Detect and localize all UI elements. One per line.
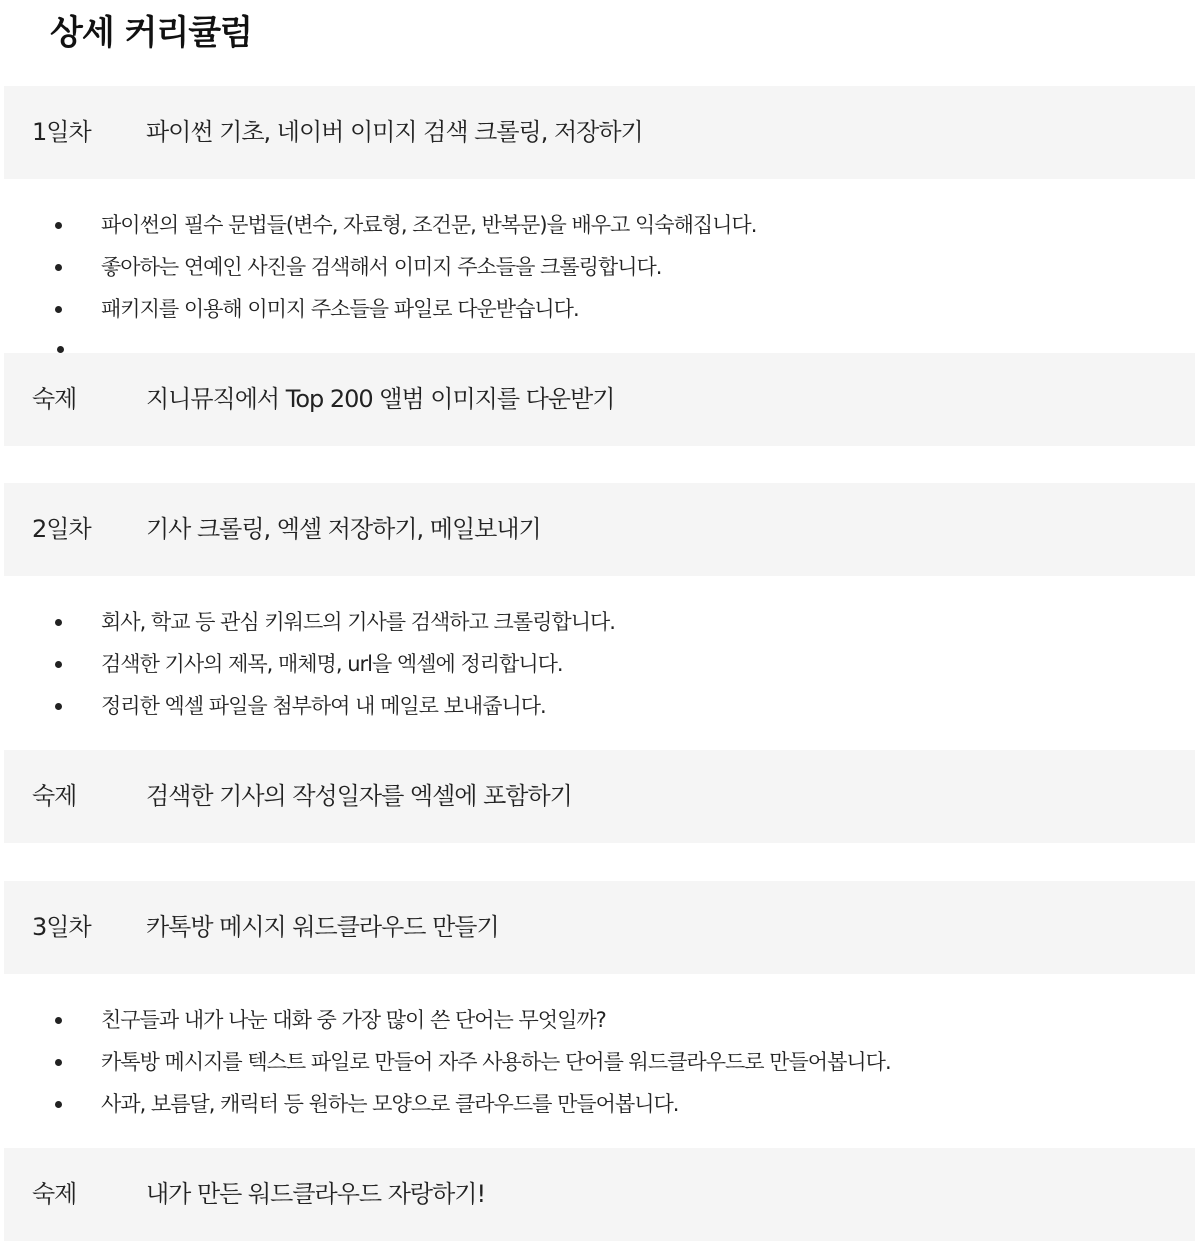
bullet-text: 좋아하는 연예인 사진을 검색해서 이미지 주소들을 크롤링합니다. xyxy=(101,255,662,279)
page-title: 상세 커리큘럼 xyxy=(50,13,252,53)
bullet-text: 검색한 기사의 제목, 매체명, url을 엑셀에 정리합니다. xyxy=(101,652,563,676)
day-1-homework-label: 숙제 xyxy=(32,385,77,413)
day-2-bullet-item xyxy=(0,643,1198,685)
day-1-bullet-item xyxy=(0,288,1198,330)
day-3-title: 카톡방 메시지 워드클라우드 만들기 xyxy=(146,913,499,941)
bullet-dot-icon xyxy=(55,1101,62,1108)
bullet-dot-icon xyxy=(55,222,62,229)
day-3-homework-label: 숙제 xyxy=(32,1180,77,1208)
day-2-homework-header xyxy=(4,750,1195,843)
day-2-bullet-item xyxy=(0,685,1198,727)
bullet-dot-icon xyxy=(55,1059,62,1066)
bullet-text: 정리한 엑셀 파일을 첨부하여 내 메일로 보내줍니다. xyxy=(101,694,546,718)
day-2-homework-label: 숙제 xyxy=(32,782,77,810)
day-1-homework-title: 지니뮤직에서 Top 200 앨범 이미지를 다운받기 xyxy=(146,385,615,413)
bullet-dot-icon xyxy=(55,1017,62,1024)
bullet-text: 패키지를 이용해 이미지 주소들을 파일로 다운받습니다. xyxy=(101,297,579,321)
bullet-dot-icon xyxy=(55,619,62,626)
day-3-homework-title: 내가 만든 워드클라우드 자랑하기! xyxy=(146,1180,486,1208)
day-3-homework-header xyxy=(4,1148,1195,1241)
day-3-bullet-list xyxy=(0,999,1198,1125)
bullet-text: 회사, 학교 등 관심 키워드의 기사를 검색하고 크롤링합니다. xyxy=(101,610,615,634)
day-1-title: 파이썬 기초, 네이버 이미지 검색 크롤링, 저장하기 xyxy=(146,118,643,146)
day-3-bullet-item xyxy=(0,999,1198,1041)
day-2-bullet-item xyxy=(0,601,1198,643)
day-1-homework-header xyxy=(4,353,1195,446)
bullet-text: 친구들과 내가 나눈 대화 중 가장 많이 쓴 단어는 무엇일까? xyxy=(101,1008,606,1032)
day-2-bullet-list xyxy=(0,601,1198,727)
bullet-dot-icon xyxy=(55,661,62,668)
bullet-text: 카톡방 메시지를 텍스트 파일로 만들어 자주 사용하는 단어를 워드클라우드로 만들어봅니다. xyxy=(101,1050,891,1074)
bullet-dot-icon xyxy=(55,306,62,313)
day-3-label: 3일차 xyxy=(32,913,91,941)
bullet-dot-icon xyxy=(55,703,62,710)
day-1-bullet-item xyxy=(0,246,1198,288)
day-2-label: 2일차 xyxy=(32,515,91,543)
day-2-header xyxy=(4,483,1195,576)
day-3-bullet-item xyxy=(0,1083,1198,1125)
day-1-label: 1일차 xyxy=(32,118,91,146)
bullet-text: 사과, 보름달, 캐릭터 등 원하는 모양으로 클라우드를 만들어봅니다. xyxy=(101,1092,679,1116)
bullet-dot-icon xyxy=(57,346,64,353)
day-3-header xyxy=(4,881,1195,974)
bullet-dot-icon xyxy=(55,264,62,271)
day-2-title: 기사 크롤링, 엑셀 저장하기, 메일보내기 xyxy=(146,515,541,543)
day-1-bullet-list xyxy=(0,204,1198,330)
day-2-homework-title: 검색한 기사의 작성일자를 엑셀에 포함하기 xyxy=(146,782,572,810)
day-3-bullet-item xyxy=(0,1041,1198,1083)
day-1-header xyxy=(4,86,1195,179)
day-1-bullet-item xyxy=(0,204,1198,246)
bullet-text: 파이썬의 필수 문법들(변수, 자료형, 조건문, 반복문)을 배우고 익숙해집니다. xyxy=(101,213,757,237)
